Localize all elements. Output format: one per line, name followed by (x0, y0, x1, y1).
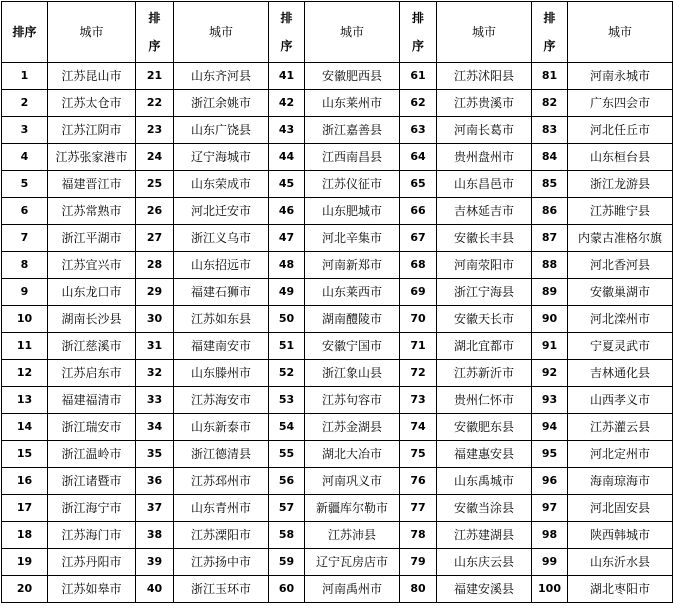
rank-cell: 79 (400, 549, 437, 576)
city-cell: 河北迁安市 (174, 198, 269, 225)
rank-cell: 34 (136, 414, 174, 441)
table-row (2, 333, 673, 360)
rank-cell: 85 (532, 171, 568, 198)
city-cell: 浙江海宁市 (48, 495, 136, 522)
rank-cell: 3 (2, 117, 48, 144)
rank-cell: 42 (269, 90, 305, 117)
city-cell: 福建惠安县 (437, 441, 532, 468)
city-cell: 浙江龙游县 (568, 171, 673, 198)
table-row (2, 144, 673, 171)
rank-cell: 27 (136, 225, 174, 252)
city-cell: 浙江温岭市 (48, 441, 136, 468)
city-cell: 山东新泰市 (174, 414, 269, 441)
rank-cell: 88 (532, 252, 568, 279)
city-cell: 山东沂水县 (568, 549, 673, 576)
rank-cell: 77 (400, 495, 437, 522)
rank-cell: 10 (2, 306, 48, 333)
rank-cell: 30 (136, 306, 174, 333)
city-cell: 安徽天长市 (437, 306, 532, 333)
rank-cell: 4 (2, 144, 48, 171)
table-row (2, 279, 673, 306)
city-cell: 吉林延吉市 (437, 198, 532, 225)
rank-header (400, 2, 437, 63)
city-cell: 江苏宜兴市 (48, 252, 136, 279)
rank-cell: 53 (269, 387, 305, 414)
rank-cell: 38 (136, 522, 174, 549)
city-cell: 浙江诸暨市 (48, 468, 136, 495)
rank-header-label: 排序 (411, 11, 424, 53)
city-cell: 河南禹州市 (305, 576, 400, 603)
city-cell: 江苏丹阳市 (48, 549, 136, 576)
city-cell: 福建福清市 (48, 387, 136, 414)
rank-cell: 87 (532, 225, 568, 252)
rank-cell: 32 (136, 360, 174, 387)
city-cell: 辽宁瓦房店市 (305, 549, 400, 576)
city-cell: 湖北枣阳市 (568, 576, 673, 603)
rank-cell: 86 (532, 198, 568, 225)
city-cell: 辽宁海城市 (174, 144, 269, 171)
rank-cell: 9 (2, 279, 48, 306)
rank-cell: 91 (532, 333, 568, 360)
rank-cell: 71 (400, 333, 437, 360)
city-cell: 河南永城市 (568, 63, 673, 90)
city-cell: 江苏贵溪市 (437, 90, 532, 117)
rank-cell: 84 (532, 144, 568, 171)
rank-cell: 58 (269, 522, 305, 549)
rank-cell: 21 (136, 63, 174, 90)
city-cell: 江苏昆山市 (48, 63, 136, 90)
city-cell: 陕西韩城市 (568, 522, 673, 549)
city-cell: 山东滕州市 (174, 360, 269, 387)
rank-header-label: 排序 (543, 11, 556, 53)
city-cell: 山东昌邑市 (437, 171, 532, 198)
rank-cell: 81 (532, 63, 568, 90)
rank-cell: 44 (269, 144, 305, 171)
city-header: 城市 (174, 2, 269, 63)
rank-cell: 25 (136, 171, 174, 198)
city-cell: 安徽当涂县 (437, 495, 532, 522)
city-cell: 山东禹城市 (437, 468, 532, 495)
city-cell: 山东荣成市 (174, 171, 269, 198)
city-header: 城市 (48, 2, 136, 63)
city-cell: 浙江德清县 (174, 441, 269, 468)
rank-cell: 93 (532, 387, 568, 414)
table-row (2, 576, 673, 603)
table-row (2, 414, 673, 441)
city-cell: 江苏仪征市 (305, 171, 400, 198)
rank-cell: 60 (269, 576, 305, 603)
city-cell: 山东桓台县 (568, 144, 673, 171)
city-cell: 江苏海安市 (174, 387, 269, 414)
city-cell: 江苏金湖县 (305, 414, 400, 441)
rank-cell: 23 (136, 117, 174, 144)
rank-cell: 39 (136, 549, 174, 576)
city-cell: 宁夏灵武市 (568, 333, 673, 360)
city-cell: 河南巩义市 (305, 468, 400, 495)
rank-cell: 17 (2, 495, 48, 522)
rank-cell: 55 (269, 441, 305, 468)
rank-cell: 46 (269, 198, 305, 225)
city-cell: 安徽长丰县 (437, 225, 532, 252)
rank-cell: 52 (269, 360, 305, 387)
rank-cell: 16 (2, 468, 48, 495)
rank-cell: 14 (2, 414, 48, 441)
rank-cell: 29 (136, 279, 174, 306)
rank-cell: 61 (400, 63, 437, 90)
rank-cell: 70 (400, 306, 437, 333)
city-cell: 山东莱西市 (305, 279, 400, 306)
city-cell: 海南琼海市 (568, 468, 673, 495)
rank-cell: 43 (269, 117, 305, 144)
rank-cell: 64 (400, 144, 437, 171)
city-cell: 山东庆云县 (437, 549, 532, 576)
rank-cell: 62 (400, 90, 437, 117)
city-cell: 山东肥城市 (305, 198, 400, 225)
rank-cell: 68 (400, 252, 437, 279)
city-cell: 江苏扬中市 (174, 549, 269, 576)
city-cell: 江苏张家港市 (48, 144, 136, 171)
rank-cell: 99 (532, 549, 568, 576)
city-cell: 江苏溧阳市 (174, 522, 269, 549)
rank-cell: 7 (2, 225, 48, 252)
table-row (2, 441, 673, 468)
city-cell: 浙江嘉善县 (305, 117, 400, 144)
county-ranking-table (1, 1, 673, 603)
table-row (2, 468, 673, 495)
city-cell: 河北滦州市 (568, 306, 673, 333)
city-cell: 福建晋江市 (48, 171, 136, 198)
rank-cell: 40 (136, 576, 174, 603)
table-header-row (2, 2, 673, 63)
rank-cell: 50 (269, 306, 305, 333)
rank-cell: 92 (532, 360, 568, 387)
city-cell: 江苏常熟市 (48, 198, 136, 225)
rank-cell: 8 (2, 252, 48, 279)
city-cell: 河北固安县 (568, 495, 673, 522)
city-cell: 浙江宁海县 (437, 279, 532, 306)
rank-cell: 96 (532, 468, 568, 495)
table-row (2, 549, 673, 576)
rank-header-label: 排序 (148, 11, 161, 53)
rank-cell: 66 (400, 198, 437, 225)
rank-cell: 24 (136, 144, 174, 171)
rank-cell: 19 (2, 549, 48, 576)
rank-cell: 49 (269, 279, 305, 306)
city-cell: 福建安溪县 (437, 576, 532, 603)
city-cell: 山东龙口市 (48, 279, 136, 306)
rank-cell: 26 (136, 198, 174, 225)
city-cell: 河南荥阳市 (437, 252, 532, 279)
table-row (2, 117, 673, 144)
rank-cell: 5 (2, 171, 48, 198)
rank-cell: 47 (269, 225, 305, 252)
city-cell: 江苏启东市 (48, 360, 136, 387)
rank-header: 排序 (2, 2, 48, 63)
rank-cell: 78 (400, 522, 437, 549)
city-cell: 河南新郑市 (305, 252, 400, 279)
city-header: 城市 (568, 2, 673, 63)
city-cell: 安徽宁国市 (305, 333, 400, 360)
rank-cell: 83 (532, 117, 568, 144)
city-cell: 江苏海门市 (48, 522, 136, 549)
city-cell: 浙江象山县 (305, 360, 400, 387)
city-cell: 湖南醴陵市 (305, 306, 400, 333)
rank-cell: 28 (136, 252, 174, 279)
rank-cell: 89 (532, 279, 568, 306)
city-cell: 山东招远市 (174, 252, 269, 279)
rank-cell: 63 (400, 117, 437, 144)
city-cell: 浙江余姚市 (174, 90, 269, 117)
rank-cell: 37 (136, 495, 174, 522)
city-cell: 山东齐河县 (174, 63, 269, 90)
city-cell: 河北任丘市 (568, 117, 673, 144)
city-cell: 江苏新沂市 (437, 360, 532, 387)
city-cell: 浙江慈溪市 (48, 333, 136, 360)
city-cell: 山东莱州市 (305, 90, 400, 117)
table-row (2, 306, 673, 333)
rank-cell: 57 (269, 495, 305, 522)
table-row (2, 252, 673, 279)
rank-cell: 80 (400, 576, 437, 603)
rank-cell: 100 (532, 576, 568, 603)
city-cell: 河北定州市 (568, 441, 673, 468)
rank-cell: 97 (532, 495, 568, 522)
city-cell: 江苏邳州市 (174, 468, 269, 495)
city-cell: 贵州盘州市 (437, 144, 532, 171)
city-cell: 江苏如皋市 (48, 576, 136, 603)
table-row (2, 522, 673, 549)
city-cell: 贵州仁怀市 (437, 387, 532, 414)
city-cell: 江苏灌云县 (568, 414, 673, 441)
rank-header-label: 排序 (280, 11, 293, 53)
city-cell: 山东青州市 (174, 495, 269, 522)
rank-cell: 6 (2, 198, 48, 225)
city-cell: 河南长葛市 (437, 117, 532, 144)
rank-cell: 11 (2, 333, 48, 360)
city-cell: 新疆库尔勒市 (305, 495, 400, 522)
city-cell: 山西孝义市 (568, 387, 673, 414)
rank-cell: 33 (136, 387, 174, 414)
city-cell: 江苏沭阳县 (437, 63, 532, 90)
rank-cell: 98 (532, 522, 568, 549)
rank-cell: 48 (269, 252, 305, 279)
rank-cell: 72 (400, 360, 437, 387)
rank-header (136, 2, 174, 63)
table-row (2, 495, 673, 522)
city-cell: 内蒙古准格尔旗 (568, 225, 673, 252)
table-row (2, 360, 673, 387)
city-cell: 江苏江阴市 (48, 117, 136, 144)
rank-header (269, 2, 305, 63)
rank-cell: 76 (400, 468, 437, 495)
city-cell: 湖北大冶市 (305, 441, 400, 468)
city-cell: 浙江义乌市 (174, 225, 269, 252)
city-cell: 江西南昌县 (305, 144, 400, 171)
table-row (2, 63, 673, 90)
rank-cell: 69 (400, 279, 437, 306)
rank-cell: 95 (532, 441, 568, 468)
rank-header (532, 2, 568, 63)
city-cell: 河北香河县 (568, 252, 673, 279)
rank-cell: 41 (269, 63, 305, 90)
rank-cell: 2 (2, 90, 48, 117)
city-cell: 浙江平湖市 (48, 225, 136, 252)
rank-cell: 82 (532, 90, 568, 117)
rank-cell: 65 (400, 171, 437, 198)
city-cell: 福建石狮市 (174, 279, 269, 306)
rank-cell: 20 (2, 576, 48, 603)
rank-cell: 1 (2, 63, 48, 90)
city-cell: 山东广饶县 (174, 117, 269, 144)
rank-cell: 90 (532, 306, 568, 333)
rank-cell: 13 (2, 387, 48, 414)
rank-cell: 35 (136, 441, 174, 468)
rank-cell: 31 (136, 333, 174, 360)
city-cell: 江苏睢宁县 (568, 198, 673, 225)
rank-cell: 36 (136, 468, 174, 495)
city-header: 城市 (305, 2, 400, 63)
rank-cell: 59 (269, 549, 305, 576)
rank-cell: 56 (269, 468, 305, 495)
city-cell: 江苏太仓市 (48, 90, 136, 117)
rank-cell: 74 (400, 414, 437, 441)
rank-cell: 54 (269, 414, 305, 441)
city-cell: 湖南长沙县 (48, 306, 136, 333)
rank-cell: 15 (2, 441, 48, 468)
city-header: 城市 (437, 2, 532, 63)
city-cell: 安徽巢湖市 (568, 279, 673, 306)
city-cell: 浙江玉环市 (174, 576, 269, 603)
city-cell: 浙江瑞安市 (48, 414, 136, 441)
city-cell: 安徽肥西县 (305, 63, 400, 90)
city-cell: 湖北宜都市 (437, 333, 532, 360)
rank-cell: 75 (400, 441, 437, 468)
rank-cell: 73 (400, 387, 437, 414)
city-cell: 江苏沛县 (305, 522, 400, 549)
city-cell: 广东四会市 (568, 90, 673, 117)
city-cell: 江苏句容市 (305, 387, 400, 414)
city-cell: 福建南安市 (174, 333, 269, 360)
rank-cell: 51 (269, 333, 305, 360)
rank-cell: 22 (136, 90, 174, 117)
city-cell: 江苏如东县 (174, 306, 269, 333)
rank-cell: 12 (2, 360, 48, 387)
rank-cell: 18 (2, 522, 48, 549)
rank-cell: 67 (400, 225, 437, 252)
rank-cell: 45 (269, 171, 305, 198)
city-cell: 吉林通化县 (568, 360, 673, 387)
table-row (2, 90, 673, 117)
table-row (2, 225, 673, 252)
city-cell: 江苏建湖县 (437, 522, 532, 549)
table-row (2, 171, 673, 198)
table-row (2, 198, 673, 225)
table-row (2, 387, 673, 414)
rank-cell: 94 (532, 414, 568, 441)
city-cell: 河北辛集市 (305, 225, 400, 252)
city-cell: 安徽肥东县 (437, 414, 532, 441)
